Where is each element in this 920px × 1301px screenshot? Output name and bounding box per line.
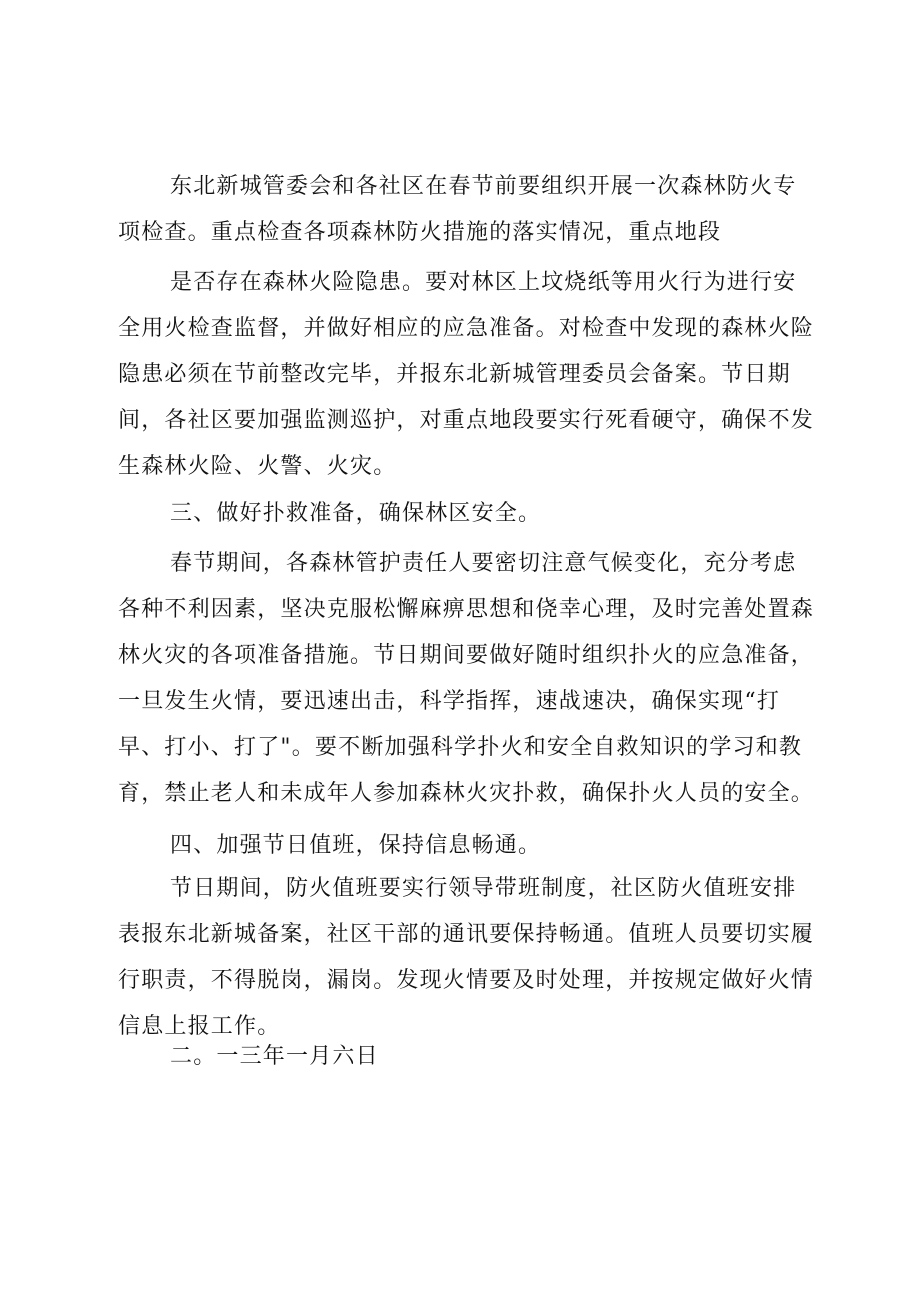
paragraph-inspection: 东北新城管委会和各社区在春节前要组织开展一次森林防火专项检查。重点检查各项森林防火措施的落实情况，重点地段 xyxy=(118,174,797,245)
paragraph-hazards: 是否存在森林火险隐患。要对林区上坟烧纸等用火行为进行安全用火检查监督，并做好相应的应急准备。对检查中发现的森林火险隐患必须在节前整改完毕，并报东北新城管理委员会备案。节日期间，各社区要加强监测巡护，对重点地段要实行死看硬守，确保不发生森林火险、火警、火灾。 xyxy=(118,270,815,479)
section-heading-3: 三、做好扑救准备，确保林区安全。 xyxy=(170,501,542,526)
paragraph-duty: 节日期间，防火值班要实行领导带班制度，社区防火值班安排表报东北新城备案，社区干部的通讯要保持畅通。值班人员要切实履行职责，不得脱岗，漏岗。发现火情要及时处理，并按规定做好火情信息上报工作。 xyxy=(118,876,815,1039)
paragraph-firefighting: 春节期间，各森林管护责任人要密切注意气候变化，充分考虑各种不利因素，坚决克服松懈麻痹思想和侥幸心理，及时完善处置森林火灾的各项准备措施。节日期间要做好随时组织扑火的应急准备，一旦发生火情，要迅速出击，科学指挥，速战速决，确保实现“打早、打小、打了"。要不断加强科学扑火和安全自救知识的学习和教育，禁止老人和未成年人参加森林火灾扑救，确保扑火人员的安全。 xyxy=(118,551,815,806)
section-heading-4: 四、加强节日值班，保持信息畅通。 xyxy=(170,833,542,858)
document-date: 二。一三年一月六日 xyxy=(170,1044,379,1069)
